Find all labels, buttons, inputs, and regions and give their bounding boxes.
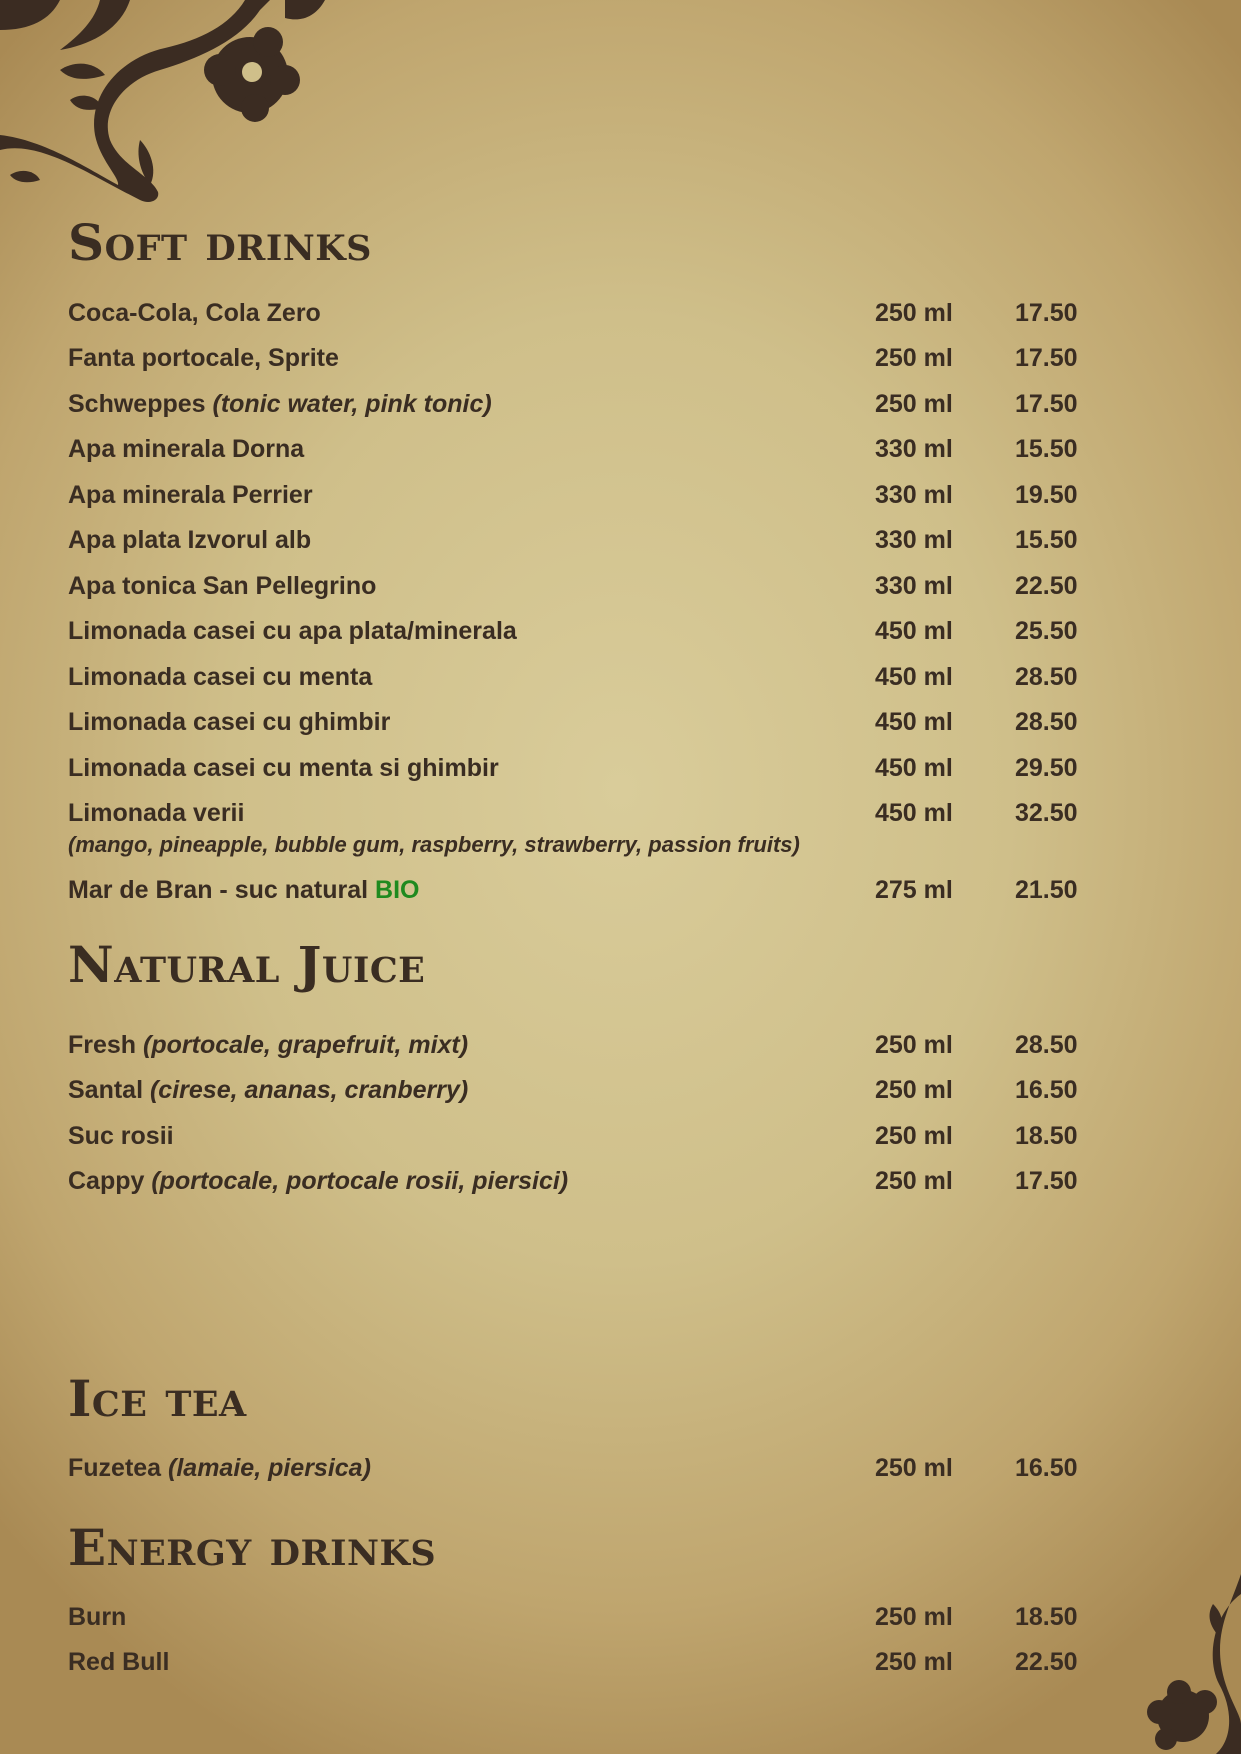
item-name: Fanta portocale, Sprite: [68, 344, 339, 372]
item-price: 17.50: [1015, 299, 1078, 327]
item-name: Fuzetea: [68, 1454, 169, 1482]
bio-badge: BIO: [375, 876, 420, 904]
item-price: 15.50: [1015, 435, 1078, 463]
item-description: (portocale, grapefruit, mixt): [143, 1031, 469, 1059]
item-description: (cirese, ananas, cranberry): [149, 1076, 469, 1104]
menu-item: [68, 297, 1088, 329]
item-price: 28.50: [1015, 708, 1078, 736]
menu-item: [68, 706, 1088, 738]
item-name: Coca-Cola, Cola Zero: [68, 299, 321, 327]
item-volume: 250 ml: [875, 1122, 953, 1150]
item-name: Apa tonica San Pellegrino: [68, 572, 377, 600]
section-title-soft-drinks: Soft drinks: [68, 213, 372, 272]
item-price: 22.50: [1015, 1648, 1078, 1676]
menu-item: [68, 524, 1088, 556]
item-volume: 450 ml: [875, 617, 953, 645]
menu-item: [68, 479, 1088, 511]
item-price: 19.50: [1015, 481, 1078, 509]
item-price: 22.50: [1015, 572, 1078, 600]
item-price: 28.50: [1015, 663, 1078, 691]
item-volume: 250 ml: [875, 1603, 953, 1631]
item-name: Cappy: [68, 1167, 152, 1195]
item-name: Limonada casei cu menta si ghimbir: [68, 754, 499, 782]
item-volume: 250 ml: [875, 1076, 953, 1104]
item-price: 32.50: [1015, 799, 1078, 827]
item-name: Apa plata Izvorul alb: [68, 526, 312, 554]
item-name: Red Bull: [68, 1648, 170, 1676]
item-volume: 450 ml: [875, 754, 953, 782]
menu-item: [68, 752, 1088, 784]
section-title-natural-juice: Natural Juice: [68, 935, 426, 994]
item-price: 16.50: [1015, 1454, 1078, 1482]
item-name: Limonada casei cu ghimbir: [68, 708, 391, 736]
item-volume: 250 ml: [875, 299, 953, 327]
item-volume: 250 ml: [875, 344, 953, 372]
menu-item: [68, 1074, 1088, 1106]
item-price: 15.50: [1015, 526, 1078, 554]
item-volume: 450 ml: [875, 708, 953, 736]
menu-item: [68, 570, 1088, 602]
item-volume: 250 ml: [875, 1454, 953, 1482]
menu-item: [68, 1646, 1088, 1678]
menu-item: [68, 388, 1088, 420]
item-price: 17.50: [1015, 344, 1078, 372]
item-price: 28.50: [1015, 1031, 1078, 1059]
item-price: 21.50: [1015, 876, 1078, 904]
item-price: 16.50: [1015, 1076, 1078, 1104]
floral-flourish-top-left-icon: [0, 0, 330, 215]
item-volume: 330 ml: [875, 481, 953, 509]
menu-item: [68, 342, 1088, 374]
item-volume: 330 ml: [875, 435, 953, 463]
item-name: Fresh: [68, 1031, 144, 1059]
item-description: (portocale, portocale rosii, piersici): [151, 1167, 569, 1195]
menu-item: [68, 1029, 1088, 1061]
item-name: Santal: [68, 1076, 150, 1104]
menu-item: [68, 1452, 1088, 1484]
item-volume: 450 ml: [875, 663, 953, 691]
item-volume: 250 ml: [875, 1648, 953, 1676]
item-description: (tonic water, pink tonic): [212, 390, 492, 418]
item-name: Mar de Bran - suc natural: [68, 876, 376, 904]
item-name: Limonada casei cu menta: [68, 663, 373, 691]
section-title-ice-tea: Ice tea: [68, 1369, 247, 1428]
menu-item: [68, 661, 1088, 693]
item-ingredients: (mango, pineapple, bubble gum, raspberry, strawberry, passion fruits): [68, 832, 800, 857]
menu-item: [68, 797, 1088, 829]
menu-item: [68, 433, 1088, 465]
item-name: Apa minerala Perrier: [68, 481, 313, 509]
item-volume: 330 ml: [875, 572, 953, 600]
item-price: 18.50: [1015, 1603, 1078, 1631]
item-volume: 250 ml: [875, 1167, 953, 1195]
item-name: Limonada casei cu apa plata/minerala: [68, 617, 517, 645]
item-description: (lamaie, piersica): [168, 1454, 371, 1482]
item-price: 17.50: [1015, 1167, 1078, 1195]
item-price: 17.50: [1015, 390, 1078, 418]
item-price: 25.50: [1015, 617, 1078, 645]
menu-item: [68, 1601, 1088, 1633]
item-name: Limonada verii: [68, 799, 245, 827]
item-price: 29.50: [1015, 754, 1078, 782]
item-name: Apa minerala Dorna: [68, 435, 305, 463]
item-volume: 330 ml: [875, 526, 953, 554]
item-volume: 275 ml: [875, 876, 953, 904]
menu-item: [68, 1120, 1088, 1152]
item-volume: 250 ml: [875, 1031, 953, 1059]
item-name: Burn: [68, 1603, 127, 1631]
menu-item: [68, 874, 1088, 906]
menu-item: [68, 1165, 1088, 1197]
menu-item: [68, 615, 1088, 647]
item-name: Suc rosii: [68, 1122, 174, 1150]
floral-flourish-bottom-right-icon: [1121, 1574, 1241, 1754]
item-volume: 250 ml: [875, 390, 953, 418]
item-name: Schweppes: [68, 390, 213, 418]
item-volume: 450 ml: [875, 799, 953, 827]
item-price: 18.50: [1015, 1122, 1078, 1150]
section-title-energy-drinks: Energy drinks: [68, 1518, 437, 1577]
